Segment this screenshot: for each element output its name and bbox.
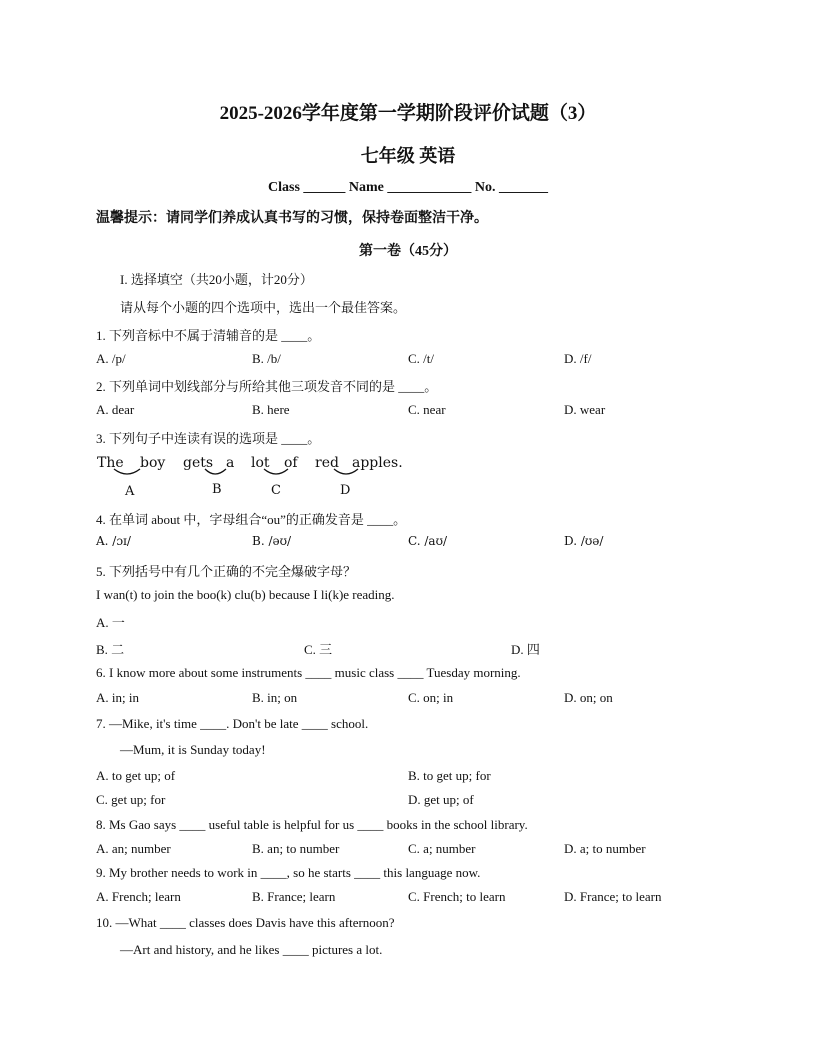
q5-option-d: D. 四 [511, 642, 540, 657]
link-arc-b [200, 466, 250, 480]
word-of: of [284, 455, 298, 471]
q2-option-d: D. wear [564, 402, 606, 417]
q4-option-a: A. /ɔɪ/ [96, 534, 131, 548]
question-6-stem: 6. I know more about some instruments ____ music class ____ Tuesday morning. [96, 665, 521, 680]
question-8-stem: 8. Ms Gao says ____ useful table is helpful for us ____ books in the school library. [96, 817, 528, 832]
question-7-stem: 7. —Mike, it's time ____. Don't be late ____ school. [96, 716, 369, 731]
q6-option-d: D. on; on [564, 690, 613, 705]
student-info-line: Class ______ Name ____________ No. _______ [268, 180, 548, 195]
part-instruction: 请从每个小题的四个选项中，选出一个最佳答案。 [120, 300, 407, 315]
question-10-reply: —Art and history, and he likes ____ pictures a lot. [120, 942, 383, 957]
q9-option-c: C. French; to learn [408, 889, 506, 904]
q8-option-d: D. a; to number [564, 841, 646, 856]
q2-option-a: A. dear [96, 402, 135, 417]
question-5-sentence: I wan(t) to join the boo(k) clu(b) because I li(k)e reading. [96, 587, 395, 602]
part-heading: I. 选择填空（共20小题，计20分） [120, 272, 313, 287]
q9-option-b: B. France; learn [252, 889, 336, 904]
q7-option-d: D. get up; of [408, 792, 474, 807]
q1-option-d: D. /f/ [564, 351, 592, 366]
word-a: a [226, 455, 235, 471]
arc-label-a: A [125, 484, 135, 499]
question-3-stem: 3. 下列句子中连读有误的选项是 ____。 [96, 431, 321, 446]
exam-title: 2025-2026学年度第一学期阶段评价试题（3） [219, 103, 597, 124]
q8-option-c: C. a; number [408, 841, 476, 856]
q8-option-a: A. an; number [96, 841, 171, 856]
question-2-stem: 2. 下列单词中划线部分与所给其他三项发音不同的是 ____。 [96, 379, 438, 394]
word-apples: apples. [352, 455, 403, 471]
q6-option-a: A. in; in [96, 690, 139, 705]
q5-option-c: C. 三 [304, 642, 333, 657]
question-1-stem: 1. 下列音标中不属于清辅音的是 ____。 [96, 328, 321, 343]
question-7-reply: —Mum, it is Sunday today! [120, 742, 266, 757]
q7-option-a: A. to get up; of [96, 768, 176, 783]
exam-subtitle: 七年级 英语 [360, 146, 456, 166]
q6-option-c: C. on; in [408, 690, 454, 705]
question-5-stem: 5. 下列括号中有几个正确的不完全爆破字母？ [96, 564, 357, 579]
q5-option-a: A. 一 [96, 615, 125, 630]
arc-label-b: B [212, 482, 222, 497]
link-arc-c [258, 466, 308, 480]
q9-option-a: A. French; learn [96, 889, 181, 904]
arc-label-d: D [340, 483, 351, 498]
question-9-stem: 9. My brother needs to work in ____, so he starts ____ this language now. [96, 865, 481, 880]
q4-option-b: B. /əʊ/ [252, 534, 292, 548]
q1-option-c: C. /t/ [408, 351, 435, 366]
reminder-tip: 温馨提示：请同学们养成认真书写的习惯，保持卷面整洁干净。 [96, 211, 488, 226]
section-heading: 第一卷（45分） [359, 244, 457, 259]
arc-label-c: C [271, 483, 281, 498]
q9-option-d: D. France; to learn [564, 889, 662, 904]
link-arc-d [322, 466, 372, 480]
q4-option-d: D. /ʊə/ [564, 534, 604, 548]
q7-option-c: C. get up; for [96, 792, 166, 807]
q2-option-b: B. here [252, 402, 290, 417]
q7-option-b: B. to get up; for [408, 768, 491, 783]
question-4-stem: 4. 在单词 about 中，字母组合“ou”的正确发音是 ____。 [96, 512, 407, 527]
q6-option-b: B. in; on [252, 690, 298, 705]
q4-option-c: C. /aʊ/ [408, 534, 448, 548]
q8-option-b: B. an; to number [252, 841, 340, 856]
word-gets: gets [183, 455, 214, 471]
link-arc-a [100, 466, 160, 480]
q1-option-a: A. /p/ [96, 351, 126, 366]
word-lot: lot [251, 455, 270, 471]
question-10-stem: 10. —What ____ classes does Davis have this afternoon? [96, 915, 395, 930]
word-boy: boy [140, 455, 166, 471]
q1-option-b: B. /b/ [252, 351, 281, 366]
q2-option-c: C. near [408, 402, 446, 417]
word-the: The [97, 455, 124, 471]
word-red: red [315, 455, 339, 471]
q5-option-b: B. 二 [96, 642, 125, 657]
